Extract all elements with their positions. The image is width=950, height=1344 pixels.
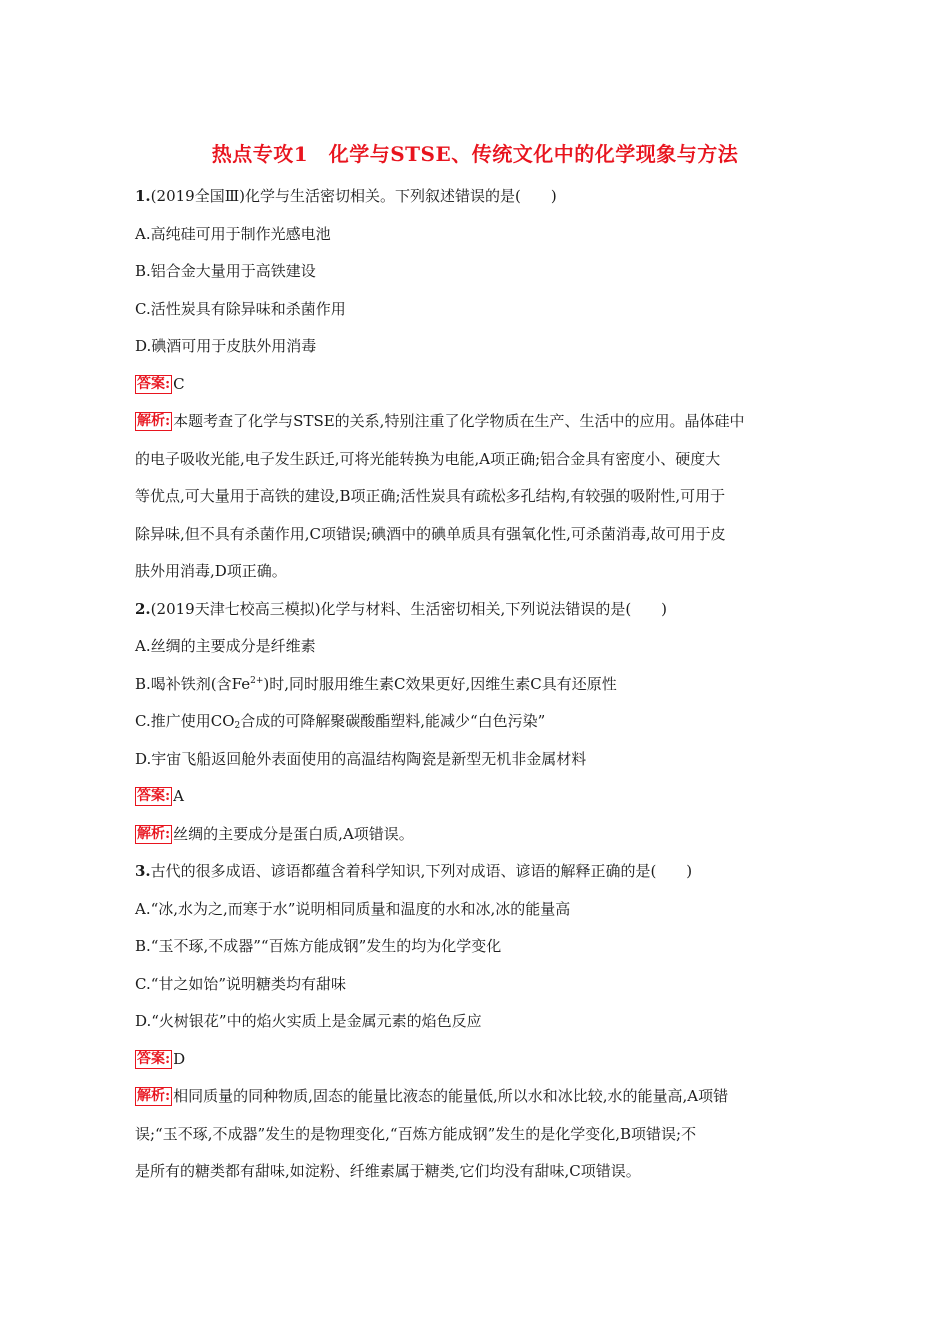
analysis-label: 解析: <box>137 825 171 842</box>
question-3-stem <box>135 853 825 891</box>
analysis-text: 丝绸的主要成分是蛋白质,A项错误。 <box>173 824 414 843</box>
page-title: 热点专攻1 化学与STSE、传统文化中的化学现象与方法 <box>211 142 739 166</box>
question-1-analysis-line <box>135 403 825 441</box>
question-1-option-c: C.活性炭具有除异味和杀菌作用 <box>135 299 346 318</box>
question-stem-text: (2019全国Ⅲ)化学与生活密切相关。下列叙述错误的是( ) <box>150 187 557 205</box>
question-2-option-d: D.宇宙飞船返回舱外表面使用的高温结构陶瓷是新型无机非金属材料 <box>135 749 587 768</box>
question-2-answer <box>135 778 825 816</box>
option-text: B.喝补铁剂(含Fe <box>135 674 251 693</box>
answer-label: 答案: <box>137 375 171 392</box>
question-1-option-d: D.碘酒可用于皮肤外用消毒 <box>135 337 317 355</box>
question-1-option-b: B.铝合金大量用于高铁建设 <box>135 262 316 280</box>
option-text: )时,同时服用维生素C效果更好,因维生素C具有还原性 <box>263 674 617 693</box>
analysis-label: 解析: <box>137 1088 171 1104</box>
ion-charge-superscript: 2+ <box>250 675 264 686</box>
question-3-answer <box>135 1041 825 1079</box>
question-1-analysis-line: 肤外用消毒,D项正确。 <box>135 562 287 580</box>
option-text: C.推广使用CO <box>135 712 235 730</box>
question-1-stem <box>135 178 825 216</box>
option-text: 合成的可降解聚碳酸酯塑料,能减少“白色污染” <box>240 712 546 730</box>
answer-label: 答案: <box>137 788 171 804</box>
question-2-option-c <box>135 703 825 741</box>
question-number: 2. <box>135 599 151 618</box>
answer-value: A <box>173 787 185 805</box>
question-number: 1. <box>135 187 151 205</box>
question-stem-text: 古代的很多成语、谚语都蕴含着科学知识,下列对成语、谚语的解释正确的是( ) <box>150 862 693 880</box>
analysis-text: 本题考查了化学与STSE的关系,特别注重了化学物质在生产、生活中的应用。晶体硅中 <box>173 412 745 430</box>
question-1-option-a: A.高纯硅可用于制作光感电池 <box>135 224 331 243</box>
question-3-option-a: A.“冰,水为之,而寒于水”说明相同质量和温度的水和冰,冰的能量高 <box>135 899 571 918</box>
question-2-stem <box>135 591 825 629</box>
analysis-label: 解析: <box>137 413 171 429</box>
question-1-answer <box>135 366 825 404</box>
question-2-option-b <box>135 666 825 704</box>
question-1-analysis-line: 的电子吸收光能,电子发生跃迁,可将光能转换为电能,A项正确;铝合金具有密度小、硬度大 <box>135 449 721 468</box>
answer-value: D <box>173 1049 186 1068</box>
question-3-analysis-line: 是所有的糖类都有甜味,如淀粉、纤维素属于糖类,它们均没有甜味,C项错误。 <box>135 1162 641 1180</box>
question-1-analysis-line: 等优点,可大量用于高铁的建设,B项正确;活性炭具有疏松多孔结构,有较强的吸附性,可用于 <box>135 487 726 505</box>
question-3-option-d: D.“火树银花”中的焰火实质上是金属元素的焰色反应 <box>135 1012 482 1030</box>
question-number: 3. <box>135 862 151 880</box>
question-list <box>135 178 825 1191</box>
answer-label: 答案: <box>137 1050 171 1067</box>
question-2-analysis-line <box>135 816 825 854</box>
question-stem-text: (2019天津七校高三模拟)化学与材料、生活密切相关,下列说法错误的是( ) <box>150 599 668 618</box>
question-3-analysis-line <box>135 1078 825 1116</box>
question-3-option-b: B.“玉不琢,不成器”“百炼方能成钢”发生的均为化学变化 <box>135 937 502 955</box>
answer-value: C <box>173 374 185 393</box>
analysis-text: 相同质量的同种物质,固态的能量比液态的能量低,所以水和冰比较,水的能量高,A项错 <box>173 1087 729 1105</box>
formula-subscript: 2 <box>234 721 241 731</box>
question-3-option-c: C.“甘之如饴”说明糖类均有甜味 <box>135 974 347 993</box>
question-1-analysis-line: 除异味,但不具有杀菌作用,C项错误;碘酒中的碘单质具有强氧化性,可杀菌消毒,故可用于皮 <box>135 524 726 543</box>
question-2-option-a: A.丝绸的主要成分是纤维素 <box>135 637 316 655</box>
question-3-analysis-line: 误;“玉不琢,不成器”发生的是物理变化,“百炼方能成钢”发生的是化学变化,B项错误;不 <box>135 1124 697 1143</box>
